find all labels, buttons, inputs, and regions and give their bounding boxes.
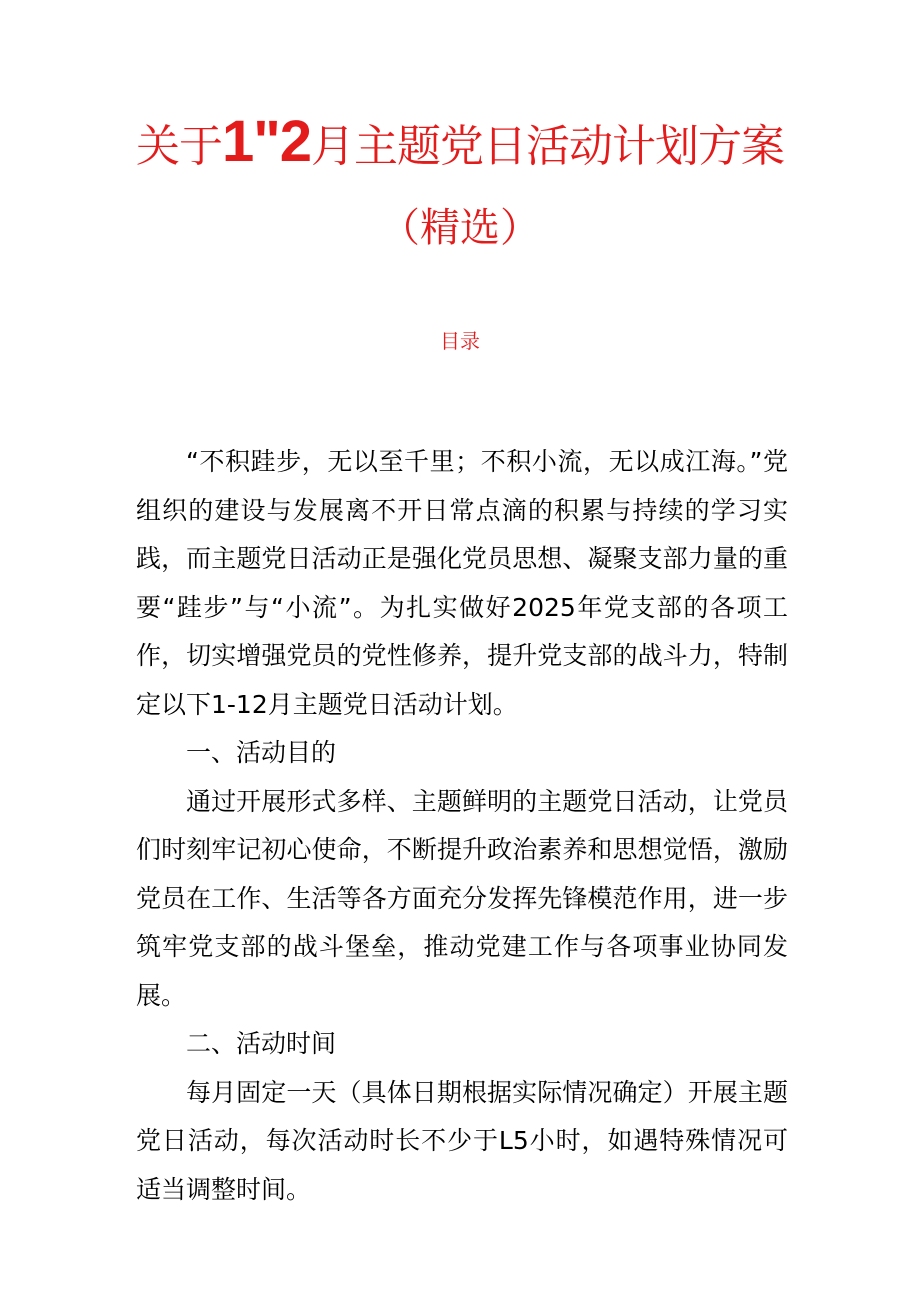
title-prefix: 关于 <box>135 121 222 172</box>
purpose-paragraph: 通过开展形式多样、主题鲜明的主题党日活动，让党员们时刻牢记初心使命，不断提升政治素养和思想觉悟，激励党员在工作、生活等各方面充分发挥先锋模范作用，进一步筑牢党支部的战斗堡垒，推动党建工作与各项事业协同发展。 <box>136 786 788 1010</box>
document-body <box>136 438 788 1214</box>
section-heading-purpose: 一、活动目的 <box>186 738 337 767</box>
title-number: 1"2 <box>221 109 311 174</box>
title-suffix: 月主题党日活动计划方案 <box>311 121 784 172</box>
document-title <box>0 106 920 183</box>
time-paragraph: 每月固定一天（具体日期根据实际情况确定）开展主题党日活动，每次活动时长不少于L5小时，如遇特殊情况可适当调整时间。 <box>136 1077 788 1204</box>
toc-label: 目录 <box>440 329 480 353</box>
section-heading-time: 二、活动时间 <box>186 1029 337 1058</box>
intro-paragraph: “不积跬步，无以至千里；不积小流，无以成江海。”党组织的建设与发展离不开日常点滴的积累与持续的学习实践，而主题党日活动正是强化党员思想、凝聚支部力量的重要“跬步”与“小流”。为扎实做好2025年党支部的各项工作，切实增强党员的党性修养，提升党支部的战斗力，特制定以下1-12月主题党日活动计划。 <box>136 447 788 719</box>
document-subtitle: （精选） <box>380 205 540 251</box>
